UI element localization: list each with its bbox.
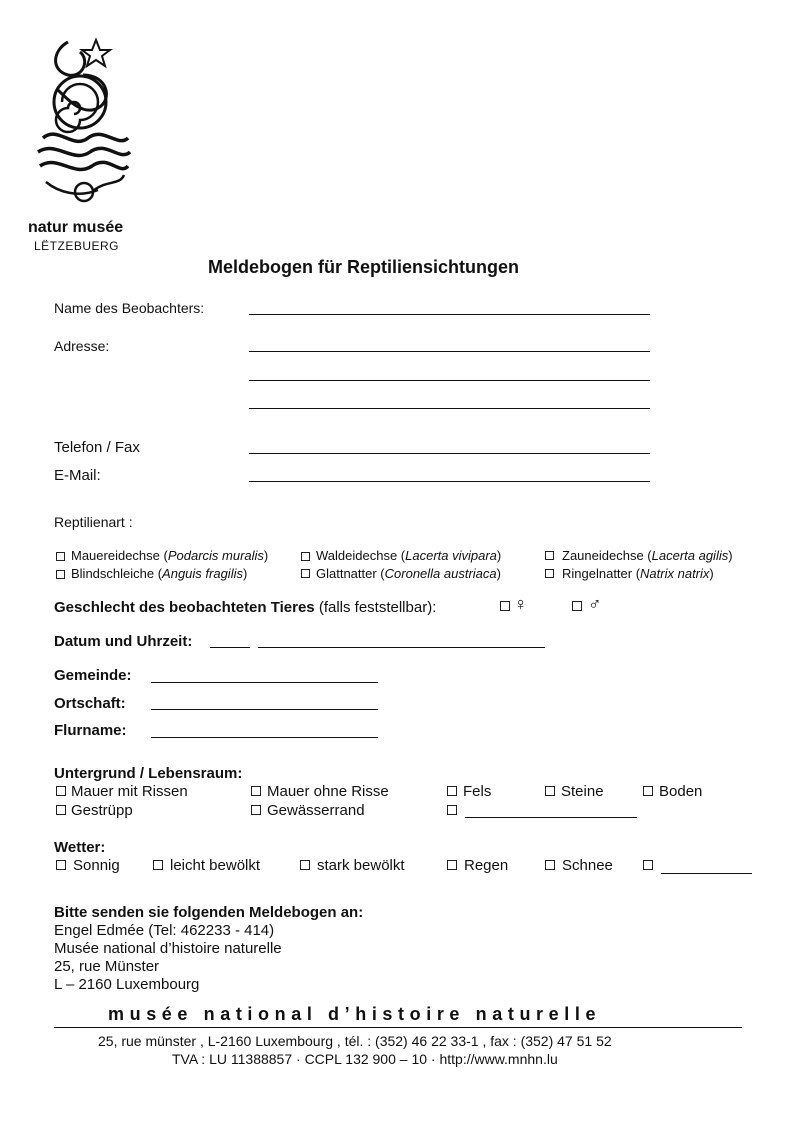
female-icon: ♀ <box>514 594 528 614</box>
species-zauneidechse: Zauneidechse (Lacerta agilis) <box>562 548 733 563</box>
species-label: Reptilienart : <box>54 514 133 530</box>
habitat-checkbox-other[interactable] <box>447 805 457 815</box>
species-checkbox-ringelnatter[interactable] <box>545 569 554 578</box>
send-line-3: 25, rue Münster <box>54 958 160 975</box>
send-line-1: Engel Edmée (Tel: 462233 - 414) <box>54 922 275 939</box>
weather-label: Wetter: <box>54 839 106 856</box>
habitat-gestruepp: Gestrüpp <box>71 802 133 819</box>
address-line-3[interactable] <box>249 408 650 409</box>
footer-address: 25, rue münster , L-2160 Luxembourg , tél. : (352) 46 22 33-1 , fax : (352) 47 51 52 <box>98 1033 612 1049</box>
habitat-checkbox-mauer-mit-rissen[interactable] <box>56 786 66 796</box>
weather-checkbox-schnee[interactable] <box>545 860 555 870</box>
sex-female-checkbox[interactable] <box>500 601 510 611</box>
sex-male-checkbox[interactable] <box>572 601 582 611</box>
habitat-boden: Boden <box>659 783 703 800</box>
habitat-checkbox-fels[interactable] <box>447 786 457 796</box>
phone-line[interactable] <box>249 453 650 454</box>
weather-checkbox-sonnig[interactable] <box>56 860 66 870</box>
footer-rule <box>54 1027 742 1028</box>
species-checkbox-zauneidechse[interactable] <box>545 551 554 560</box>
species-checkbox-waldeidechse[interactable] <box>301 552 310 561</box>
weather-regen: Regen <box>464 857 509 874</box>
address-label: Adresse: <box>54 338 110 354</box>
habitat-label: Untergrund / Lebensraum: <box>54 765 243 782</box>
species-ringelnatter: Ringelnatter (Natrix natrix) <box>562 566 714 581</box>
datetime-label: Datum und Uhrzeit: <box>54 633 193 650</box>
habitat-checkbox-steine[interactable] <box>545 786 555 796</box>
fieldname-line[interactable] <box>151 737 378 738</box>
species-checkbox-glattnatter[interactable] <box>301 569 310 578</box>
sex-label: Geschlecht des beobachteten Tieres (falls feststellbar): <box>54 599 437 616</box>
habitat-checkbox-mauer-ohne-risse[interactable] <box>251 786 261 796</box>
species-mauereidechse: Mauereidechse (Podarcis muralis) <box>71 548 269 563</box>
logo-subtitle: LËTZEBUERG <box>34 239 120 253</box>
species-checkbox-blindschleiche[interactable] <box>56 570 65 579</box>
weather-leicht-bewoelkt: leicht bewölkt <box>170 857 261 874</box>
habitat-checkbox-gestruepp[interactable] <box>56 805 66 815</box>
species-waldeidechse: Waldeidechse (Lacerta vivipara) <box>316 548 502 563</box>
municipality-line[interactable] <box>151 682 378 683</box>
museum-logo-icon <box>28 30 138 210</box>
weather-checkbox-regen[interactable] <box>447 860 457 870</box>
address-line-2[interactable] <box>249 380 650 381</box>
address-line-1[interactable] <box>249 351 650 352</box>
weather-other-line[interactable] <box>661 873 752 874</box>
observer-line[interactable] <box>249 314 650 315</box>
weather-schnee: Schnee <box>562 857 613 874</box>
footer-tax: TVA : LU 11388857 · CCPL 132 900 – 10 · http://www.mnhn.lu <box>172 1051 558 1067</box>
weather-checkbox-stark-bewoelkt[interactable] <box>300 860 310 870</box>
habitat-mauer-ohne-risse: Mauer ohne Risse <box>267 783 389 800</box>
weather-stark-bewoelkt: stark bewölkt <box>317 857 405 874</box>
send-heading: Bitte senden sie folgenden Meldebogen an: <box>54 904 364 921</box>
locality-label: Ortschaft: <box>54 695 126 712</box>
send-line-2: Musée national d’histoire naturelle <box>54 940 282 957</box>
habitat-steine: Steine <box>561 783 604 800</box>
species-blindschleiche: Blindschleiche (Anguis fragilis) <box>71 566 248 581</box>
locality-line[interactable] <box>151 709 378 710</box>
species-checkbox-mauereidechse[interactable] <box>56 552 65 561</box>
habitat-mauer-mit-rissen: Mauer mit Rissen <box>71 783 188 800</box>
weather-sonnig: Sonnig <box>73 857 120 874</box>
habitat-other-line[interactable] <box>465 817 637 818</box>
fieldname-label: Flurname: <box>54 722 127 739</box>
observer-label: Name des Beobachters: <box>54 300 205 316</box>
weather-checkbox-leicht-bewoelkt[interactable] <box>153 860 163 870</box>
male-icon: ♂ <box>588 594 602 614</box>
send-line-4: L – 2160 Luxembourg <box>54 976 200 993</box>
footer-museum-name: musée national d’histoire naturelle <box>108 1004 602 1024</box>
date-line[interactable] <box>210 647 250 648</box>
habitat-fels: Fels <box>463 783 492 800</box>
email-label: E-Mail: <box>54 467 101 484</box>
municipality-label: Gemeinde: <box>54 667 132 684</box>
habitat-checkbox-boden[interactable] <box>643 786 653 796</box>
habitat-gewaesserrand: Gewässerrand <box>267 802 365 819</box>
weather-checkbox-other[interactable] <box>643 860 653 870</box>
logo-name: natur musée <box>28 219 124 236</box>
time-line[interactable] <box>258 647 545 648</box>
species-glattnatter: Glattnatter (Coronella austriaca) <box>316 566 501 581</box>
page-title: Meldebogen für Reptiliensichtungen <box>208 257 520 277</box>
habitat-checkbox-gewaesserrand[interactable] <box>251 805 261 815</box>
email-line[interactable] <box>249 481 650 482</box>
phone-label: Telefon / Fax <box>54 439 140 456</box>
